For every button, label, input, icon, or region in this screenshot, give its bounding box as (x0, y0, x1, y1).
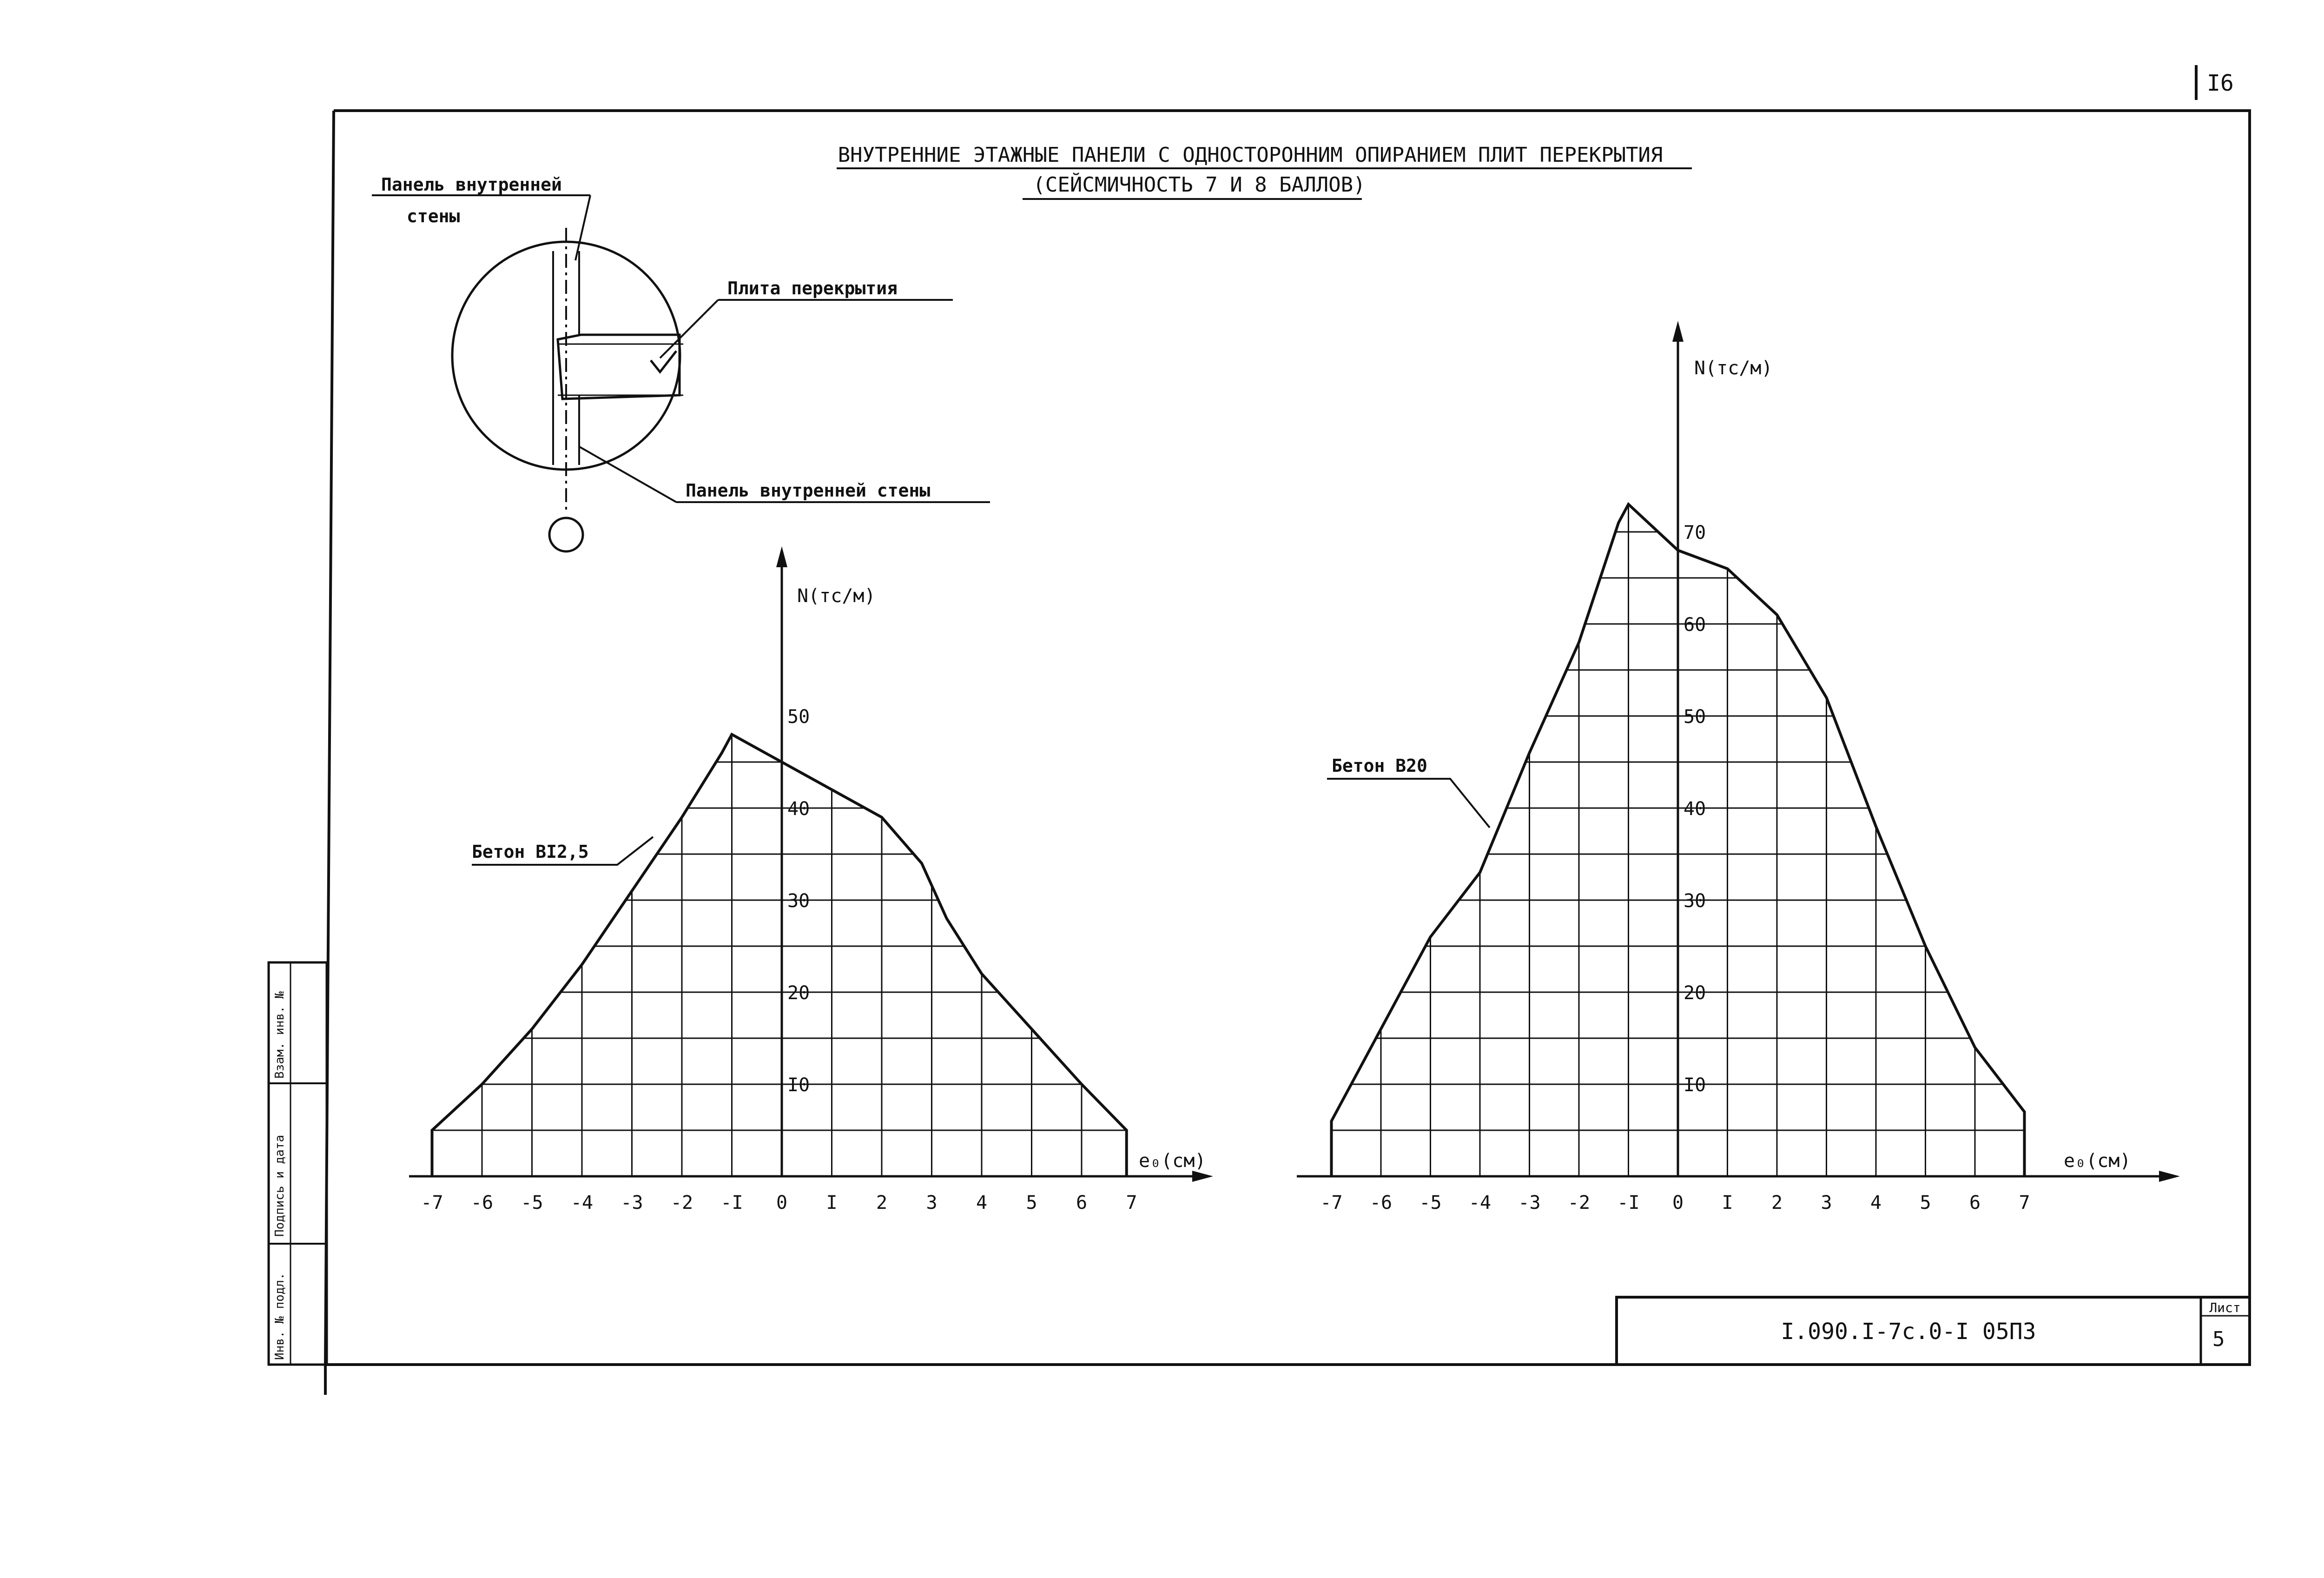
chart-concrete-b20 (1297, 321, 2180, 1213)
chart1-y-tick-label: 40 (787, 798, 810, 820)
chart1-x-tick-label: -3 (621, 1192, 643, 1213)
chart1-x-arrow (1192, 1171, 1213, 1182)
chart2-x-tick-label: -3 (1518, 1192, 1541, 1213)
axis-bubble (549, 518, 583, 551)
chart2-x-tick-label: -4 (1468, 1192, 1492, 1213)
title-block-sheet-label: Лист (2209, 1300, 2241, 1315)
leader-top (575, 195, 590, 260)
chart1-x-tick-label: 4 (976, 1192, 988, 1213)
chart1-capacity-curve (432, 735, 1127, 1176)
chart2-x-axis-label: e₀(см) (2064, 1150, 2131, 1172)
chart1-x-tick-label: -6 (470, 1192, 494, 1213)
side-stamp-col2: Подпись и дата (273, 1134, 287, 1237)
chart1-x-tick-label: 7 (1126, 1192, 1137, 1213)
chart1-y-tick-label: 20 (787, 982, 810, 1004)
label-slab: Плита перекрытия (727, 278, 898, 298)
chart2-y-tick-label: 20 (1684, 982, 1706, 1004)
side-stamp (269, 962, 327, 1365)
chart2-y-tick-label: 30 (1684, 890, 1706, 912)
chart1-x-tick-label: 5 (1026, 1192, 1037, 1213)
chart1-x-tick-label: 6 (1076, 1192, 1088, 1213)
title-block-code: I.090.I-7c.0-I 05ПЗ (1781, 1319, 2036, 1345)
label-panel-top-line2: стены (407, 206, 460, 226)
chart2-series-leader (1327, 779, 1490, 828)
chart1-x-tick-label: 2 (876, 1192, 888, 1213)
chart2-y-arrow (1672, 321, 1684, 342)
chart2-y-ticks (1684, 522, 1706, 1096)
chart2-x-tick-label: 3 (1821, 1192, 1832, 1213)
chart1-x-tick-label: I (826, 1192, 838, 1213)
chart2-x-ticks (1320, 1192, 2030, 1213)
chart2-y-tick-label: 50 (1684, 706, 1706, 728)
chart1-x-tick-label: -4 (570, 1192, 594, 1213)
chart1-y-tick-label: 30 (787, 890, 810, 912)
chart2-x-tick-label: -2 (1567, 1192, 1591, 1213)
chart2-x-tick-label: 0 (1672, 1192, 1684, 1213)
title-block-sheet-value: 5 (2212, 1327, 2225, 1351)
label-panel-top-line1: Панель внутренней (381, 174, 562, 195)
chart1-y-tick-label: 50 (787, 706, 810, 728)
chart2-x-tick-label: -I (1617, 1192, 1640, 1213)
chart2-x-tick-label: -6 (1369, 1192, 1393, 1213)
chart2-x-arrow (2159, 1171, 2180, 1182)
chart1-x-tick-label: 3 (926, 1192, 938, 1213)
chart1-x-tick-label: -7 (421, 1192, 443, 1213)
leader-bottom (579, 446, 676, 502)
chart2-x-tick-label: 2 (1771, 1192, 1783, 1213)
chart1-x-tick-label: -I (720, 1192, 743, 1213)
title-line2: (СЕЙСМИЧНОСТЬ 7 И 8 БАЛЛОВ) (1033, 173, 1366, 197)
chart1-y-ticks (787, 706, 810, 1096)
chart-concrete-b12-5 (409, 546, 1213, 1213)
chart2-y-tick-label: I0 (1684, 1074, 1706, 1096)
chart2-series-label: Бетон B20 (1332, 756, 1427, 776)
side-stamp-col3: Взам. инв. № (273, 991, 287, 1079)
label-panel-bottom: Панель внутренней стены (686, 480, 931, 501)
chart2-x-tick-label: -7 (1320, 1192, 1343, 1213)
chart1-y-arrow (776, 546, 787, 567)
top-sheet-number: I6 (2207, 70, 2234, 96)
chart1-x-tick-label: 0 (776, 1192, 788, 1213)
chart2-x-tick-label: 7 (2019, 1192, 2030, 1213)
chart2-y-tick-label: 70 (1684, 522, 1706, 544)
chart2-x-tick-label: 6 (1969, 1192, 1981, 1213)
chart2-x-tick-label: 4 (1870, 1192, 1882, 1213)
chart2-y-axis-label: N(тс/м) (1694, 358, 1773, 379)
chart1-y-axis-label: N(тс/м) (797, 585, 876, 607)
title-block (1617, 1297, 2250, 1365)
chart2-x-tick-label: I (1722, 1192, 1733, 1213)
title-line1: ВНУТРЕННИЕ ЭТАЖНЫЕ ПАНЕЛИ С ОДНОСТОРОННИМ ОПИРАНИЕМ ПЛИТ ПЕРЕКРЫТИЯ (838, 143, 1663, 167)
chart1-grid (432, 735, 1127, 1176)
chart2-y-tick-label: 60 (1684, 614, 1706, 636)
chart2-x-tick-label: 5 (1920, 1192, 1931, 1213)
chart1-x-tick-label: -5 (521, 1192, 543, 1213)
sheet-frame (325, 111, 2250, 1395)
chart1-series-label: Бетон BI2,5 (472, 842, 589, 862)
chart1-x-ticks (421, 1192, 1137, 1213)
chart2-y-tick-label: 40 (1684, 798, 1706, 820)
chart1-y-tick-label: I0 (787, 1074, 810, 1096)
chart1-x-axis-label: e₀(см) (1139, 1150, 1206, 1172)
detail-circle (452, 242, 680, 470)
chart1-x-tick-label: -2 (670, 1192, 693, 1213)
chart2-x-tick-label: -5 (1419, 1192, 1442, 1213)
side-stamp-col1: Инв. № подл. (273, 1273, 287, 1360)
node-detail (372, 174, 990, 551)
